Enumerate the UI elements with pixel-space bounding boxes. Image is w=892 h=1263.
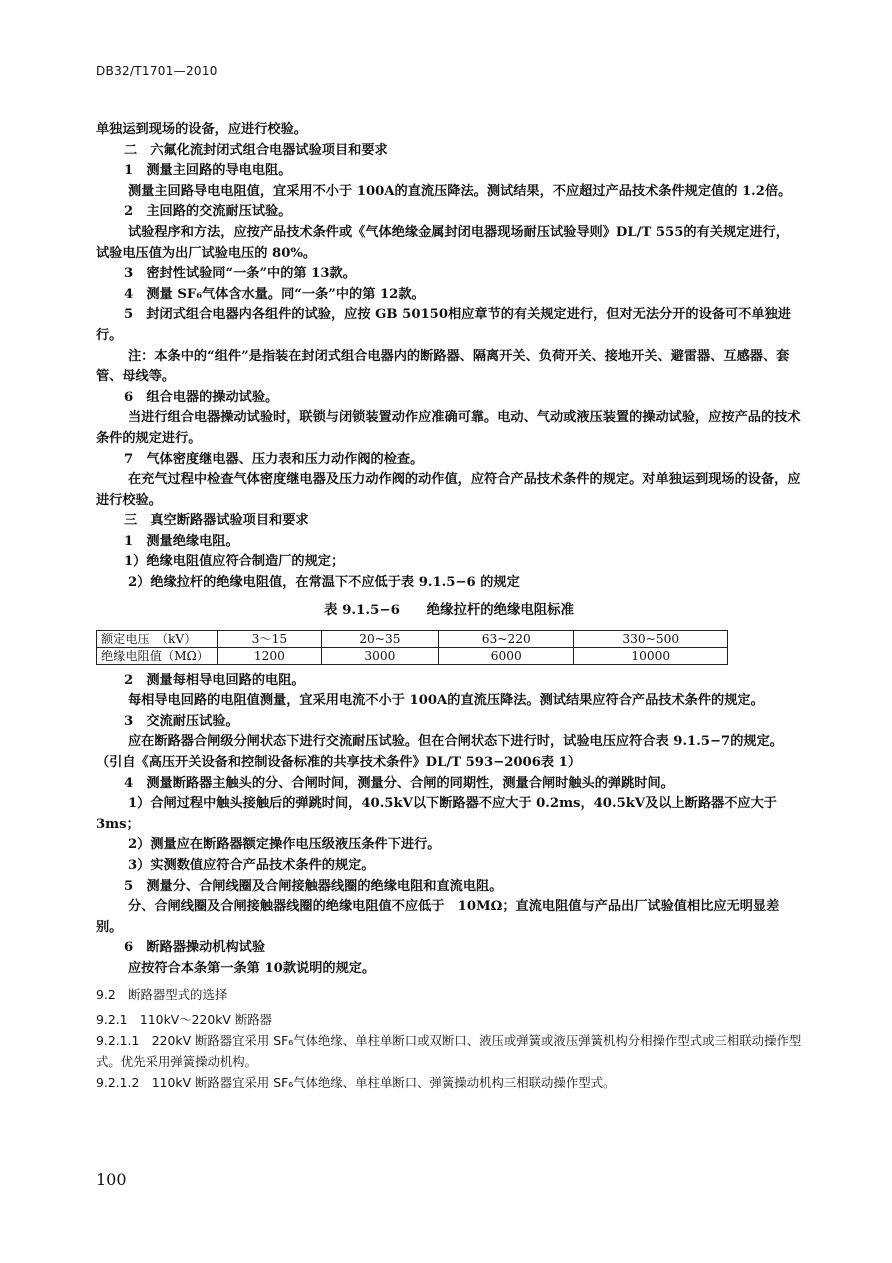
item-heading: 6 组合电器的操动试验。 (124, 389, 279, 405)
table-cell: 330~500 (574, 630, 728, 647)
item-heading: 1 测量绝缘电阻。 (124, 533, 239, 549)
item-heading: 2 测量每相导电回路的电阻。 (124, 672, 305, 688)
clause: 9.2.1.2 110kV 断路器宜采用 SF₆气体绝缘、单柱单断口、弹簧操动机构三相联动操作型式。 (96, 1074, 616, 1090)
list-item: 1）合闸过程中触头接触后的弹跳时间，40.5kV以下断路器不应大于 0.2ms，40.5kV及以上断路器不应大于 3ms； (96, 796, 777, 832)
list-item: 2）测量应在断路器额定操作电压级液压条件下进行。 (128, 837, 441, 853)
paragraph: 在充气过程中检查气体密度继电器及压力动作阀的动作值，应符合产品技术条件的规定。对单独运到现场的设备，应进行校验。 (96, 472, 801, 508)
note: 注：本条中的“组件”是指装在封闭式组合电器内的断路器、隔离开关、负荷开关、接地开关、避雷器、互感器、套管、母线等。 (96, 348, 790, 385)
table-caption: 表 9.1.5−6 绝缘拉杆的绝缘电阻标准 (324, 601, 574, 618)
item-heading: 7 气体密度继电器、压力表和压力动作阀的检查。 (124, 451, 424, 467)
insulation-resistance-table (96, 630, 728, 665)
item-heading: 5 测量分、合闸线圈及合闸接触器线圈的绝缘电阻和直流电阻。 (124, 878, 503, 894)
item-heading: 4 测量断路器主触头的分、合闸时间，测量分、合闸的同期性，测量合闸时触头的弹跳时间。 (124, 775, 674, 791)
table-wrapper (96, 630, 802, 665)
list-item: 2）绝缘拉杆的绝缘电阻值，在常温下不应低于表 9.1.5−6 的规定 (128, 575, 520, 591)
clause: 9.2.1.1 220kV 断路器宜采用 SF₆气体绝缘、单柱单断口或双断口、液压或弹簧或液压弹簧机构分相操作型式或三相联动操作型式。优先采用弹簧操动机构。 (96, 1032, 802, 1069)
paragraph: 应在断路器合闸级分闸状态下进行交流耐压试验。但在合闸状态下进行时，试验电压应符合表 9.1.5−7的规定。（引自《高压开关设备和控制设备标准的共享技术条件》DL/T 593−2006表 1） (96, 734, 783, 771)
table-row (97, 630, 728, 647)
paragraph: 每相导电回路的电阻值测量，宜采用电流不小于 100A的直流压降法。测试结果应符合产品技术条件的规定。 (128, 693, 764, 709)
table-cell: 63~220 (439, 630, 574, 647)
table-cell: 10000 (574, 647, 728, 664)
item-heading: 6 断路器操动机构试验 (124, 940, 266, 956)
table-row (97, 647, 728, 664)
subsection-title: 9.2.1 110kV～220kV 断路器 (96, 1011, 273, 1027)
item-heading: 5 封闭式组合电器内各组件的试验，应按 GB 50150相应章节的有关规定进行，但对无法分开的设备可不单独进行。 (96, 307, 791, 343)
item-heading: 3 交流耐压试验。 (124, 713, 239, 729)
item-heading: 2 主回路的交流耐压试验。 (124, 204, 292, 220)
list-item: 1）绝缘电阻值应符合制造厂的规定； (124, 554, 345, 570)
paragraph: 测量主回路导电电阻值，宜采用不小于 100A的直流压降法。测试结果，不应超过产品技术条件规定值的 1.2倍。 (128, 183, 792, 199)
paragraph: 应按符合本条第一条第 10款说明的规定。 (128, 960, 376, 976)
table-cell: 绝缘电阻值（MΩ） (97, 647, 218, 664)
table-cell: 3～15 (218, 630, 322, 647)
page-number: 100 (96, 1170, 127, 1189)
paragraph: 单独运到现场的设备，应进行校验。 (96, 122, 307, 137)
list-item: 3）实测数值应符合产品技术条件的规定。 (128, 858, 375, 873)
table-cell: 1200 (218, 647, 322, 664)
page-header: DB32/T1701—2010 (96, 64, 218, 78)
table-cell: 6000 (439, 647, 574, 664)
table-cell: 额定电压 （kV） (97, 630, 218, 647)
section-heading: 二 六氟化流封闭式组合电器试验项目和要求 (124, 142, 388, 158)
page-body (96, 120, 802, 1093)
item-heading: 3 密封性试验同“一条”中的第 13款。 (124, 266, 356, 282)
section-heading: 三 真空断路器试验项目和要求 (124, 513, 309, 529)
table-cell: 20~35 (321, 630, 438, 647)
item-heading: 1 测量主回路的导电电阻。 (124, 163, 292, 179)
section-title: 9.2 断路器型式的选择 (96, 986, 228, 1002)
table-cell: 3000 (321, 647, 438, 664)
paragraph: 试验程序和方法，应按产品技术条件或《气体绝缘金属封闭电器现场耐压试验导则》DL/T 555的有关规定进行，试验电压值为出厂试验电压的 80%。 (96, 224, 789, 261)
paragraph: 分、合闸线圈及合闸接触器线圈的绝缘电阻值不应低于 10MΩ；直流电阻值与产品出厂试验值相比应无明显差别。 (96, 899, 780, 935)
paragraph: 当进行组合电器操动试验时，联锁与闭锁装置动作应准确可靠。电动、气动或液压装置的操动试验，应按产品的技术条件的规定进行。 (96, 410, 801, 446)
item-heading: 4 测量 SF₆气体含水量。同“一条”中的第 12款。 (124, 286, 425, 302)
